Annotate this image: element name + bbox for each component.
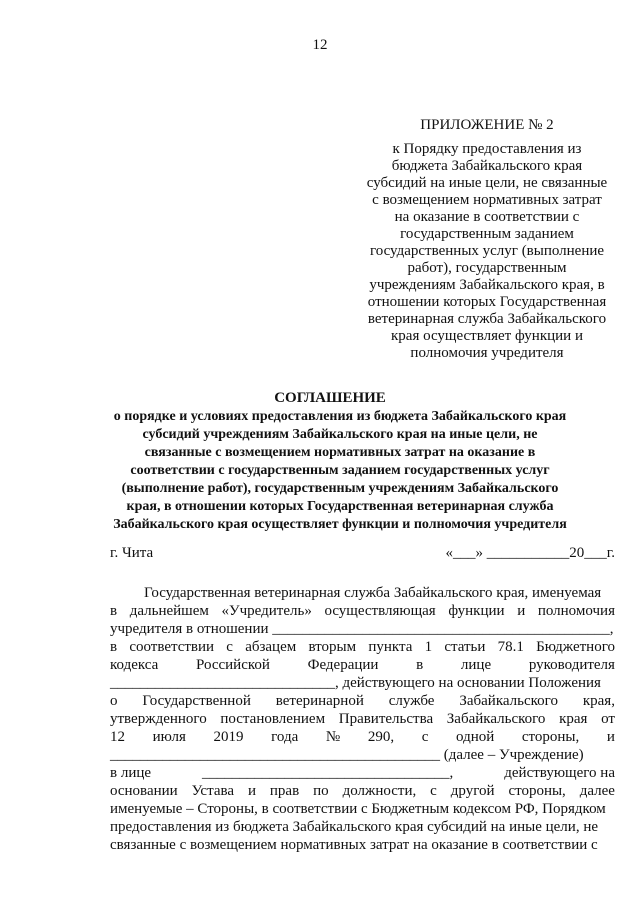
word: 290, xyxy=(367,729,395,745)
word: абзацем xyxy=(245,639,297,655)
word: 12 xyxy=(110,729,125,745)
date-field: «___» ___________20___г. xyxy=(445,545,615,561)
word: Правительства xyxy=(338,711,434,727)
subtitle-line: о порядке и условиях предоставления из бюджета Забайкальского края xyxy=(113,409,567,424)
appendix-line: на оказание в соответствии с xyxy=(394,209,580,225)
subtitle-line: края, в отношении которых Государственная ветеринарная служба xyxy=(126,499,554,514)
word: стороны, xyxy=(521,729,580,745)
appendix-title: ПРИЛОЖЕНИЕ № 2 xyxy=(420,117,554,133)
word: утвержденного xyxy=(110,711,207,727)
appendix-line: к Порядку предоставления из xyxy=(392,141,582,157)
word: Забайкальского xyxy=(459,693,558,709)
word: и xyxy=(606,729,615,745)
word: должности, xyxy=(342,783,417,799)
appendix-line: края осуществляет функции и xyxy=(391,328,583,344)
body-line xyxy=(110,656,615,674)
word: основании xyxy=(110,783,178,799)
agreement-title: СОГЛАШЕНИЕ xyxy=(274,390,386,406)
body-line: учредителя в отношении _____________________________________________, xyxy=(110,621,614,637)
word: с xyxy=(430,783,437,799)
body-line xyxy=(110,728,615,746)
word: статьи xyxy=(444,639,486,655)
word: Бюджетного xyxy=(536,639,615,655)
word: Федерации xyxy=(307,657,379,673)
body-line: связанные с возмещением нормативных затрат на оказание в соответствии с xyxy=(110,837,598,853)
word: Российской xyxy=(195,657,270,673)
appendix-line: государственным заданием xyxy=(400,226,574,242)
subtitle-line: соответствии с государственным заданием государственных услуг xyxy=(130,463,550,478)
word: дальнейшем xyxy=(129,603,209,619)
word: соответствии xyxy=(129,639,215,655)
word: «Учредитель» xyxy=(221,603,312,619)
body-line: ____________________________________________ (далее – Учреждение) xyxy=(110,747,584,763)
word: от xyxy=(601,711,615,727)
appendix-line: бюджета Забайкальского края xyxy=(391,158,583,174)
word: стороны, xyxy=(508,783,566,799)
word: с xyxy=(421,729,429,745)
word: функции xyxy=(448,603,505,619)
subtitle-line: (выполнение работ), государственным учреждениям Забайкальского xyxy=(121,481,559,496)
body-line xyxy=(110,638,615,656)
appendix-line: ветеринарная служба Забайкальского xyxy=(367,311,607,327)
word: лице xyxy=(460,657,492,673)
subtitle-line: связанные с возмещением нормативных затрат на оказание в xyxy=(144,445,536,460)
word: в лице xyxy=(110,765,152,781)
word: Забайкальского xyxy=(446,711,546,727)
word: № xyxy=(325,729,341,745)
word: одной xyxy=(456,729,495,745)
word: _________________________________, xyxy=(202,765,454,781)
word: руководителя xyxy=(528,657,615,673)
word: края xyxy=(559,711,588,727)
word: ветеринарной xyxy=(275,693,364,709)
appendix-line: работ), государственным xyxy=(407,260,567,276)
page-number: 12 xyxy=(312,37,328,53)
body-line: ______________________________, действующего на основании Положения xyxy=(110,675,601,691)
word: в xyxy=(110,639,118,655)
place-date-row xyxy=(110,544,615,562)
word: по xyxy=(313,783,329,799)
word: действующего на xyxy=(504,765,615,781)
word: прав xyxy=(269,783,300,799)
word: 2019 xyxy=(213,729,244,745)
word: пункта xyxy=(368,639,413,655)
word: другой xyxy=(450,783,495,799)
agreement-subtitle xyxy=(80,408,600,534)
word: Государственной xyxy=(142,693,251,709)
body-line xyxy=(110,602,615,620)
word: полномочия xyxy=(537,603,615,619)
word: с xyxy=(226,639,233,655)
subtitle-line: Забайкальского края осуществляет функции и полномочия учредителя xyxy=(113,517,567,532)
appendix-line: субсидий на иные цели, не связанные xyxy=(366,175,608,191)
word: постановлением xyxy=(220,711,326,727)
appendix-block xyxy=(360,117,614,362)
word: Устава xyxy=(191,783,235,799)
body-line xyxy=(110,710,615,728)
agreement-body xyxy=(110,584,615,854)
appendix-line: государственных услуг (выполнение xyxy=(369,243,605,259)
word: о xyxy=(110,693,118,709)
body-line xyxy=(110,764,615,782)
subtitle-line: субсидий учреждениям Забайкальского края на иные цели, не xyxy=(142,427,538,442)
appendix-line: учреждениям Забайкальского края, в xyxy=(369,277,605,293)
word: в xyxy=(416,657,424,673)
body-line: предоставления из бюджета Забайкальского края субсидий на иные цели, не xyxy=(110,819,599,835)
word: кодекса xyxy=(110,657,159,673)
place-label: г. Чита xyxy=(110,545,154,561)
body-line xyxy=(110,692,615,710)
body-line xyxy=(110,782,615,800)
appendix-text xyxy=(350,141,624,362)
word: и xyxy=(247,783,256,799)
word: осуществляющая xyxy=(324,603,436,619)
word: и xyxy=(517,603,526,619)
word: года xyxy=(271,729,299,745)
appendix-line: отношении которых Государственная xyxy=(367,294,607,310)
word: в xyxy=(110,603,118,619)
word: службе xyxy=(388,693,435,709)
body-line: именуемые – Стороны, в соответствии с Бюджетным кодексом РФ, Порядком xyxy=(110,801,606,817)
word: июля xyxy=(152,729,186,745)
body-line: Государственная ветеринарная служба Забайкальского края, именуемая xyxy=(144,585,602,601)
appendix-line: с возмещением нормативных затрат xyxy=(372,192,602,208)
word: далее xyxy=(579,783,615,799)
word: 78.1 xyxy=(497,639,524,655)
word: края, xyxy=(582,693,615,709)
appendix-line: полномочия учредителя xyxy=(410,345,564,361)
word: вторым xyxy=(308,639,357,655)
word: 1 xyxy=(424,639,433,655)
